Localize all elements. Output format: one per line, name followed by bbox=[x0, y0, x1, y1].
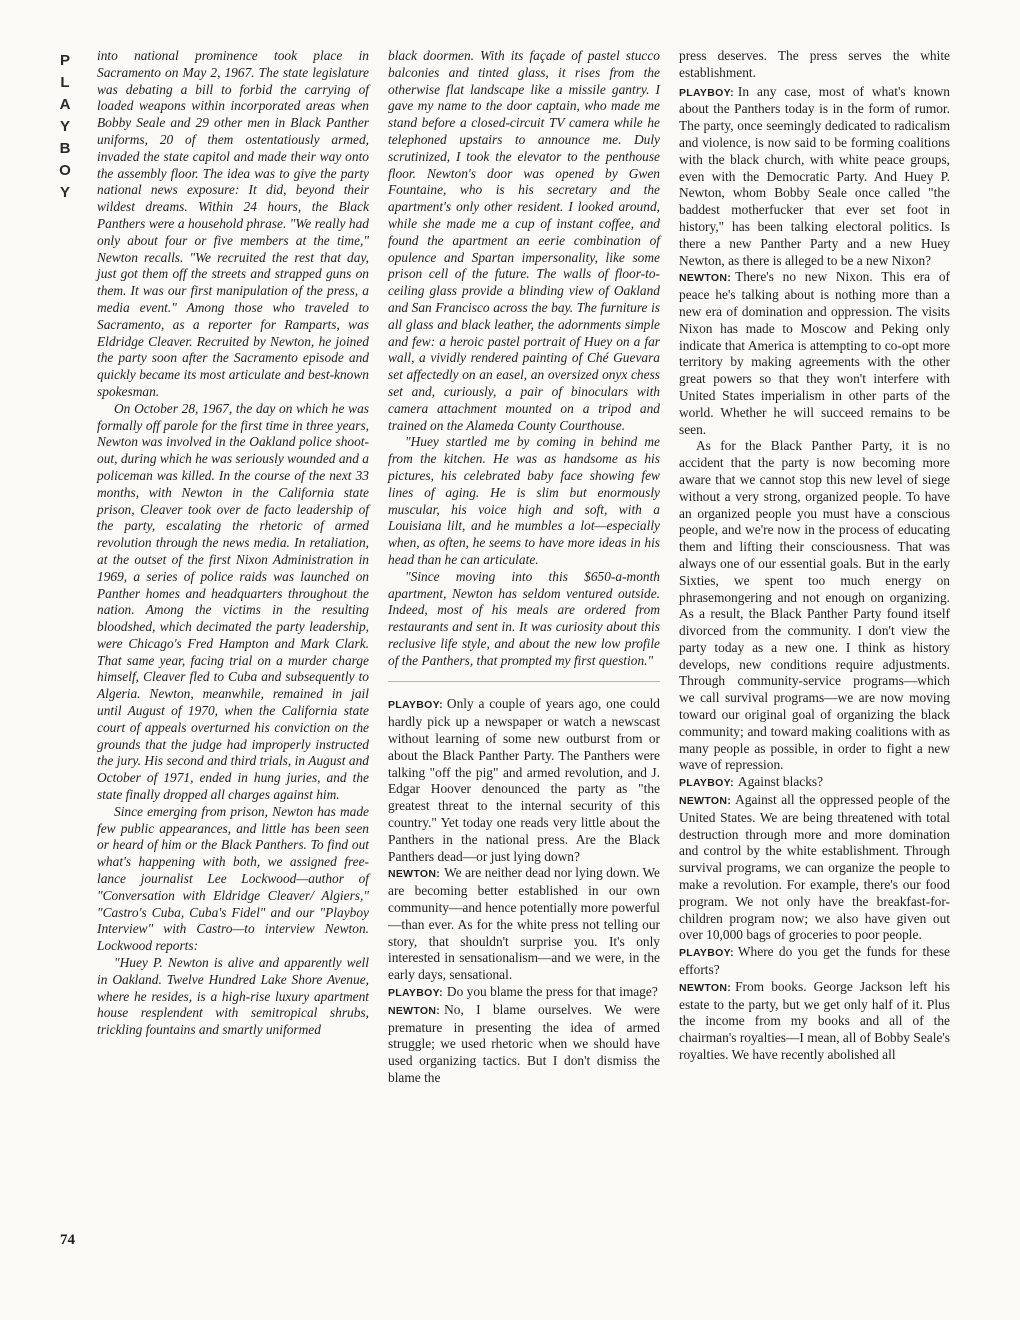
qa-entry bbox=[388, 1002, 660, 1087]
qa-text: Do you blame the press for that image? bbox=[446, 984, 658, 1000]
qa-text: Only a couple of years ago, one could hardly pick up a newspaper or watch a newscast without learning of some new outburst from or about the Black Panther Party. The Panthers were talking "off the pig" and armed revolution, and J. Edgar Hoover denounced the party as "the greatest threat to the internal security of this country." Yet today one reads very little about the Panthers in the national press. Are the Black Panthers dead—or just lying down? bbox=[388, 696, 660, 864]
qa-text: Where do you get the funds for these efforts? bbox=[679, 944, 950, 978]
qa-text: From books. George Jackson left his estate to the party, but we get only half of it. Plus the income from my books and all of the chairman's royalties—I mean, all of Bobby Seale's royalties. We have recently abolished all bbox=[679, 978, 950, 1063]
intro-paragraph: Since emerging from prison, Newton has made few public appearances, and little has been seen or heard of him or the Black Panthers. To find out what's happening with both, we assigned free-lance journalist Lee Lockwood—author of "Conversation with Eldridge Cleaver/ Algiers," "Castro's Cuba, Cuba's Fidel" and our "Playboy Interview" with Castro—to interview Newton. Lockwood reports: bbox=[97, 803, 369, 954]
magazine-letter: Y bbox=[59, 118, 70, 135]
magazine-letter: B bbox=[59, 140, 71, 157]
qa-text: Against all the oppressed people of the United States. We are being threatened with total destruction through more and more domination and control by the white establishment. Through survival programs, we can organize the people to make a revolution. For example, there's our food program. We not only have the breakfast-for-children program now; we also have given out over 10,000 bags of groceries to poor people. bbox=[679, 792, 950, 943]
speaker-label: NEWTON: bbox=[388, 1004, 441, 1017]
qa-entry bbox=[679, 84, 950, 270]
speaker-label: PLAYBOY: bbox=[388, 699, 443, 712]
qa-text: In any case, most of what's known about the Panthers today is in the form of rumor. The party, once seemingly dedicated to radicalism and violence, is now said to be forming coalitions with the black church, with white peace groups, even with the Democratic Party. And Huey P. Newton, whom Bobby Seale once called "the baddest motherfucker that ever set foot in history," has been talking electoral politics. Is there a new Panther Party and a new Huey Newton, as there is alleged to be a new Nixon? bbox=[679, 83, 950, 268]
intro-paragraph: into national prominence took place in Sacramento on May 2, 1967. The state legislature was debating a bill to forbid the carrying of loaded weapons within incorporated areas when Bobby Seale and 29 other men in Black Panther uniforms, 20 of them ostentatiously armed, invaded the state capitol and made their way onto the assembly floor. The idea was to give the party national news exposure: It did, beyond their wildest dreams. Within 24 hours, the Black Panthers were a household phrase. "We really had only about four or five members at the time," Newton recalls. "We recruited the rest that day, just got them off the streets and strapped guns on them. It was our first manipulation of the press, a media event." Among those who traveled to Sacramento, as a reporter for Ramparts, was Eldridge Cleaver. Recruited by Newton, he joined the party soon after the Sacramento episode and quickly became its most articulate and best-known spokesman. bbox=[97, 48, 369, 399]
qa-text: There's no new Nixon. This era of peace he's talking about is nothing more than a new era of domination and oppression. The visits Nixon has made to Moscow and Peking only indicate that America is attempting to co-opt more territory by making agreements with the other great powers so that they won't interfere with United States imperialism in other parts of the world. Whether he will succeed remains to be seen. bbox=[679, 269, 950, 437]
intro-paragraph: black doormen. With its façade of pastel stucco balconies and tinted glass, it rises from the otherwise flat landscape like a missile gantry. I gave my name to the door captain, who made me stand before a closed-circuit TV camera while he telephoned upstairs to announce me. Duly scrutinized, I took the elevator to the penthouse floor. Newton's door was opened by Gwen Fountaine, who is his secretary and the apartment's only other resident. I looked around, while she made me a cup of instant coffee, and found the apartment an eerie combination of opulence and Spartan impersonality, like some prison cell of the future. The walls of floor-to-ceiling glass provide a blinding view of Oakland and San Francisco across the bay. The furniture is all glass and black leather, the adornments simple and few: a heroic pastel portrait of Huey on a far wall, a vividly rendered painting of Ché Guevara set affectedly on an easel, an oversized onyx chess set and, curiously, a pair of binoculars with camera attachment mounted on a tripod and trained on the Alameda County Courthouse. bbox=[388, 48, 660, 433]
speaker-label: PLAYBOY: bbox=[679, 86, 734, 99]
continued-text: press deserves. The press serves the white establishment. bbox=[679, 48, 950, 80]
interview-qa bbox=[679, 84, 950, 1064]
qa-text: As for the Black Panther Party, it is no accident that the party is now becoming more aware that we cannot stop this new level of siege without a very strong, organized people. To have an organized people you must have a conscious people, and we're now in the process of educating them and lifting their consciousness. That was always one of our essential goals. But in the early Sixties, we spent too much energy on phrasemongering and not enough on organizing. As a result, the Black Panther Party found itself divorced from the community. I don't view the party today as a new one. I think as history develops, new conditions require adjustments. Through community-service programs—which we call survival programs—we are now moving toward our original goal of organizing the black community; and toward making coalitions with as many people as possible, in order to fight a new wave of repression. bbox=[679, 438, 950, 773]
qa-entry bbox=[388, 696, 660, 865]
magazine-letter: Y bbox=[59, 184, 70, 201]
qa-entry bbox=[388, 984, 660, 1002]
intro-paragraph: "Huey P. Newton is alive and apparently well in Oakland. Twelve Hundred Lake Shore Avenue, where he resides, is a high-rise luxury apartment house resplendent with semitropical shrubs, trickling fountains and smartly uniformed bbox=[97, 955, 369, 1038]
section-divider bbox=[388, 681, 660, 682]
qa-entry bbox=[679, 944, 950, 979]
speaker-label: NEWTON: bbox=[679, 795, 732, 808]
magazine-name-vertical bbox=[54, 50, 76, 204]
magazine-letter: A bbox=[59, 96, 71, 113]
speaker-label: NEWTON: bbox=[679, 981, 732, 994]
column-1 bbox=[97, 48, 369, 1039]
magazine-letter: L bbox=[60, 74, 70, 91]
qa-text: Against blacks? bbox=[737, 774, 824, 790]
magazine-letter: P bbox=[59, 52, 70, 69]
column-3 bbox=[679, 48, 950, 1064]
intro-paragraph: "Huey startled me by coming in behind me from the kitchen. He was as handsome as his pictures, his celebrated baby face showing few lines of aging. He is slim but enormously muscular, his voice high and soft, with a Louisiana lilt, and he mumbles a lot—especially when, as often, he seems to have more ideas in his head than he can articulate. bbox=[388, 434, 660, 567]
qa-entry bbox=[679, 774, 950, 792]
page-number: 74 bbox=[60, 1232, 75, 1248]
qa-entry bbox=[679, 269, 950, 438]
speaker-label: PLAYBOY: bbox=[679, 777, 734, 790]
intro-paragraph: "Since moving into this $650-a-month apartment, Newton has seldom ventured outside. Indeed, most of his meals are ordered from restaurants and sent in. It was curiosity about this reclusive life style, and about the new low profile of the Panthers, that prompted my first question." bbox=[388, 568, 660, 668]
speaker-label: NEWTON: bbox=[679, 272, 732, 285]
qa-entry bbox=[388, 865, 660, 984]
speaker-label: NEWTON: bbox=[388, 868, 441, 881]
interview-qa bbox=[388, 696, 660, 1086]
magazine-letter: O bbox=[59, 162, 71, 179]
qa-text: We are neither dead nor lying down. We are becoming better established in our own community—and hence potentially more powerful—than ever. As for the white press not telling our story, that shouldn't surprise you. It's only interested in sensationalism—and we were, in the early days, sensational. bbox=[388, 865, 660, 983]
speaker-label: PLAYBOY: bbox=[388, 987, 443, 1000]
intro-paragraph: On October 28, 1967, the day on which he was formally off parole for the first time in three years, Newton was involved in the Oakland police shoot-out, during which he was seriously wounded and a policeman was killed. In the course of the next 33 months, with Newton in the California state prison, Cleaver took over de facto leadership of the party, escalating the rhetoric of armed revolution through the news media. In retaliation, at the outset of the first Nixon Administration in 1969, a series of police raids was launched on Panther homes and headquarters throughout the nation. Among the victims in the resulting bloodshed, which decimated the party leadership, were Chicago's Fred Hampton and Mark Clark. That same year, facing trial on a murder charge himself, Cleaver fled to Cuba and subsequently to Algeria. Newton, meanwhile, remained in jail until August of 1970, when the California state court of appeals overturned his conviction on the grounds that the judge had improperly instructed the jury. His second and third trials, in August and October of 1971, ended in hung juries, and the state finally dropped all charges against him. bbox=[97, 400, 369, 803]
qa-entry bbox=[679, 979, 950, 1064]
column-2 bbox=[388, 48, 660, 1087]
speaker-label: PLAYBOY: bbox=[679, 947, 734, 960]
qa-entry bbox=[679, 792, 950, 944]
intro-continuation bbox=[388, 48, 660, 669]
qa-text: No, I blame ourselves. We were premature in presenting the idea of armed struggle; we used rhetoric when we should have used organizing tactics. But I don't dismiss the blame the bbox=[388, 1001, 660, 1086]
qa-entry bbox=[679, 438, 950, 774]
